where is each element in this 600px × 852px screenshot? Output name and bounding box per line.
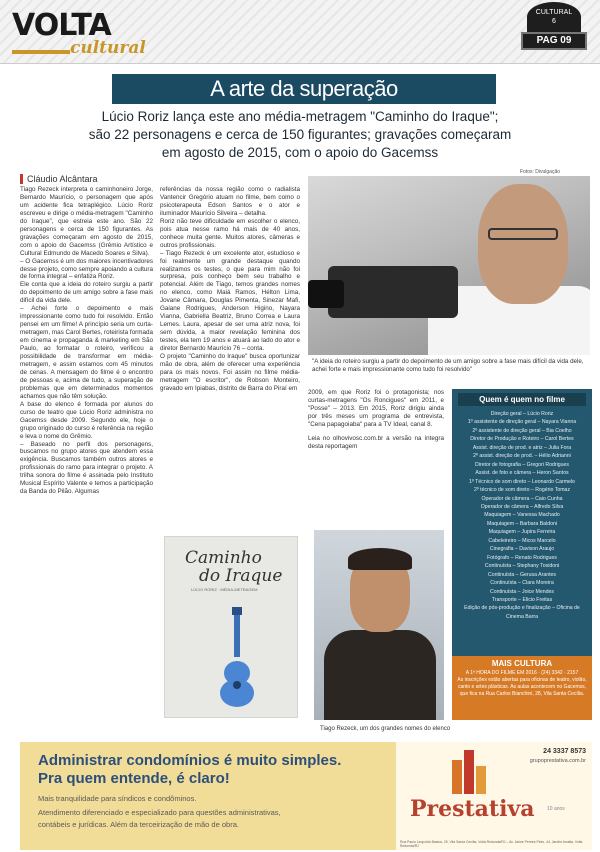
crew-item: Edição de pós-produção e finalização – Oficina de Cinema Barra xyxy=(464,605,580,620)
camera-icon xyxy=(328,266,458,318)
page-badge xyxy=(519,2,589,62)
crew-item: Operador de câmera – Alfredo Silva xyxy=(480,503,564,510)
crew-item: 2º técnico de som direto – Rogério Tomaz xyxy=(473,487,571,494)
photo-glasses xyxy=(488,228,558,240)
ad-text: Mais tranquilidade para síndicos e condôminos. xyxy=(38,794,197,803)
article-title: A arte da superação xyxy=(112,74,496,104)
actor-caption: Tiago Rezeck, um dos grandes nomes do elenco xyxy=(320,726,451,732)
mais-cultura-text: As inscrições estão abertas para oficinas de teatro, violão, canto e artes plásticas. As aulas acontecem no Gacemss, que fica na Rua Carlos Bianchini, 28, Vila Santa Cecília. xyxy=(457,677,587,697)
crew-item: Diretor de fotografia – Gregori Rodrigues xyxy=(475,461,569,468)
crew-item: Direção geral – Lúcio Roriz xyxy=(490,411,554,417)
crew-item: Maquiagem – Jupira Ferreira xyxy=(488,529,556,536)
ad-text: contábeis e jurídicas. Além da terceirização de mão de obra. xyxy=(38,820,239,829)
advertisement[interactable] xyxy=(20,742,592,850)
crew-item: Continuísta – Joice Mendes xyxy=(489,588,554,595)
crew-item: Continuísta – Stephany Tosidoni xyxy=(484,563,560,570)
ad-address: Rua Paulo Leopoldo Bastos, 25, Vila Santa Cecília, Volta Redonda/RJ – Av. Jaime Pereira Pinto, 44, Jardim Amália, Volta Redonda/RJ xyxy=(400,840,583,848)
photo-head xyxy=(478,184,568,304)
paragraph: A base do elenco é formada por alunos do curso de teatro que Lúcio Roriz administra no Gacemss desde 2009. Segundo ele, hoje o grupo originado do curso é referência na região e leva o nome do Grêmio. xyxy=(20,400,153,440)
ad-years: 10 anos xyxy=(547,806,565,812)
poster-subtitle: LÚCIO RORIZ · MÉDIA-METRAGEM xyxy=(191,587,258,592)
cast-crew-title: Quem é quem no filme xyxy=(458,393,586,406)
cast-crew-list xyxy=(452,410,592,621)
subtitle-line: em agosto de 2015, com o apoio do Gacemss xyxy=(161,145,439,160)
crew-item: Cabeleireiro – Micos Marcelo xyxy=(488,537,556,544)
camera-lens xyxy=(308,280,344,308)
page-number: PAG 09 xyxy=(521,32,587,50)
logo-bar xyxy=(12,50,70,54)
photo-hair xyxy=(348,548,412,570)
paragraph: Tiago Rezeck interpreta o caminhoneiro Jorge, Bernardo Maurício, o personagem que após um acidente fica tetraplégico. Lúcio Roriz escreveu e dirige o média-metragem "Caminho do Iraque", que estreia este ano. São 22 personagens e cerca de 150 figurantes. As gravações começaram em agosto de 2015, com o apoio do Gacemss (Grêmio Artístico e Cultural Edmundo de Macedo Soares e Silva). xyxy=(20,186,153,257)
paragraph: O projeto "Caminho do Iraque" busca oportunizar mão de obra, além de oferecer uma experiência para os mais novos. Foi assim no filme média-metragem "O escritor", de Robson Monteiro, gravado em Ipiabas, distrito de Barra do Piraí em xyxy=(160,353,300,392)
crew-item: Cinegrafia – Davison Araujo xyxy=(489,546,555,553)
mais-cultura-title: MAIS CULTURA xyxy=(491,659,553,668)
poster-title-line: Caminho xyxy=(185,548,262,568)
crew-item: Continuísta – Gerusa Arantes xyxy=(487,571,557,578)
paragraph: Ele conta que a ideia do roteiro surgiu a partir do depoimento de um amigo sobre a fase mais difícil da vida dele. xyxy=(20,281,153,305)
masthead xyxy=(0,0,600,64)
cast-crew-box xyxy=(452,389,592,689)
badge-label: CULTURAL xyxy=(535,9,573,16)
paragraph: Roriz não teve dificuldade em escolher o elenco, pois atua nesse ramo há mais de 40 anos, conhece muita gente. Muitos atores, câmeras e outros profissionais. xyxy=(160,217,300,249)
crew-item: 2º assist. direção de prod. – Hélio Adrianni xyxy=(473,453,571,460)
crew-item: Maquiagem – Barbara Baldoni xyxy=(486,520,558,527)
actor-photo xyxy=(314,530,444,720)
photo-credit: Fotos: Divulgação xyxy=(520,169,561,175)
building-icon xyxy=(452,760,462,794)
article-subtitle xyxy=(20,108,580,162)
ad-headline: Administrar condomínios é muito simples. xyxy=(38,752,342,769)
mais-cultura-box xyxy=(452,656,592,720)
crew-item: 2º assistente de direção geral – Bia Coelho xyxy=(472,427,572,434)
ad-phone: 24 3337 8573 xyxy=(543,748,586,755)
paragraph: – Tiago Rezeck é um excelente ator, estudioso e foi realmente um grande destaque quando realizamos os testes, o que para mim não foi surpresa, pois conheço bem seu trabalho e potencial. Além de Tiago, temos grandes nomes no elenco, como Maiá Ramos, Hélton Lima, Jovane Câmara, Douglas Pimenta, Sinezar Mafi, Gaiane Rodrigues, Anderson Higino, Nayara Vianna, Gabriella Beatriz, Bruno Correa e Laura Lemes. Laura, apesar de ser uma atriz nova, foi sem dúvida, a maior revelação feminina dos testes, ela tem 19 anos e atuará ao lado do ator e diretor Bernardo Maurício 76 – conta. xyxy=(160,249,300,353)
article-column-2 xyxy=(160,186,300,393)
crew-item: Continuísta – Clara Moreira xyxy=(490,580,554,587)
photo-body xyxy=(324,630,436,720)
logo-word-volta: VOLTA xyxy=(12,8,111,43)
badge-seal xyxy=(527,2,581,32)
crew-item: Assist. direção de prod. e atriz – Julia Fora xyxy=(472,444,572,451)
read-more-note: Leia no olhovivosc.com.br a versão na íntegra desta reportagem xyxy=(308,434,444,450)
film-poster xyxy=(164,536,298,718)
ad-text: Atendimento diferenciado e especializado para questões administrativas, xyxy=(38,808,281,817)
ad-website[interactable]: grupoprestativa.com.br xyxy=(529,758,586,764)
paragraph: – Achei forte o depoimento e mais impressionante como tudo foi resolvido. Então pensei em um filme! A princípio seria um curta-metragem, mas Carol Bertes, roteirista formada em cinema e propaganda & marketing em São Paulo, ao formatar o roteiro, verificou a possibilidade de transformar em média-metragem, e assim estamos com 45 minutos de cenas. A mensagem do filme é o encontro de pessoas e, acima de tudo, a superação de problemas que em determinados momentos achamos que não têm solução. xyxy=(20,305,153,400)
magazine-logo xyxy=(12,8,152,60)
guitar-icon xyxy=(217,607,257,707)
crew-item: 1º assistente de direção geral – Nayara Vianna xyxy=(467,419,577,426)
ad-headline: Pra quem entende, é claro! xyxy=(38,770,230,787)
poster-title xyxy=(185,549,282,585)
crew-item: 1º Técnico de som direto – Leonardo Carmelo xyxy=(469,478,575,485)
subtitle-line: são 22 personagens e cerca de 150 figurantes; gravações começaram xyxy=(88,127,512,142)
building-icon xyxy=(476,766,486,794)
crew-item: Diretor de Produção e Roteiro – Carol Bertes xyxy=(470,436,574,443)
subtitle-line: Lúcio Roriz lança este ano média-metragem "Caminho do Iraque"; xyxy=(101,109,499,124)
prestativa-logo: Prestativa xyxy=(410,796,535,822)
byline xyxy=(20,174,98,184)
paragraph: – Baseado no perfil dos personagens, buscamos no grupo atores que atendem essa exigência. Buscamos também outros atores e profissionais do ramo para integrar o projeto. A trilha sonora do filme é assinada pelo Instituto Musical Espírito Valente e temos a participação da Banda do Pilão. Algumas xyxy=(20,440,153,496)
crew-item: Assist. de foto e câmera – Heron Santos xyxy=(475,470,569,477)
building-icon xyxy=(464,750,474,794)
article-column-1 xyxy=(20,186,153,496)
mais-cultura-line: A 1ª HORA DO FILME EM 2016 · (24) 3342 · 2157 xyxy=(465,670,579,676)
article-column-3 xyxy=(308,389,444,451)
crew-item: Transporte – Elicio Freitas xyxy=(491,596,553,603)
director-camera-photo xyxy=(308,176,590,355)
logo-word-cultural: cultural xyxy=(70,38,146,58)
paragraph: – O Gacemss é um dos maiores incentivadores desse projeto, como sempre apoiando a cultura de forma integral – enfatiza Roriz. xyxy=(20,257,154,281)
crew-item: Operador de câmera – Caio Cunha xyxy=(481,495,563,502)
poster-title-line: do Iraque xyxy=(199,566,283,586)
badge-number: 6 xyxy=(552,18,556,25)
crew-item: Maquiagem – Vanessa Machado xyxy=(484,512,560,519)
paragraph: referências da nossa região como o radialista Vantencir Gregório atuam no filme, bem como o psicoterapeuta Edson Santos e o ator e iluminador Maurício Silveira – detalha. xyxy=(160,186,300,217)
byline-marker xyxy=(20,174,23,184)
photo-caption: "A ideia do roteiro surgiu a partir do depoimento de um amigo sobre a fase mais difícil da vida dele, achei forte e mais impressionante como tudo foi resolvido" xyxy=(312,358,584,373)
paragraph: 2009, em que Roriz foi o protagonista; nos curtas-metragens "Os Roncigues" em 2011, e "Posse" – 2013. Em 2015, Roriz dirigiu ainda por três meses um programa de entrevista, "Cena papagoiaba" para a TV Ideal, canal 8. xyxy=(308,389,444,428)
crew-item: Fotógrafo – Renato Rodrigues xyxy=(487,554,557,561)
author-name: Cláudio Alcântara xyxy=(27,174,98,184)
